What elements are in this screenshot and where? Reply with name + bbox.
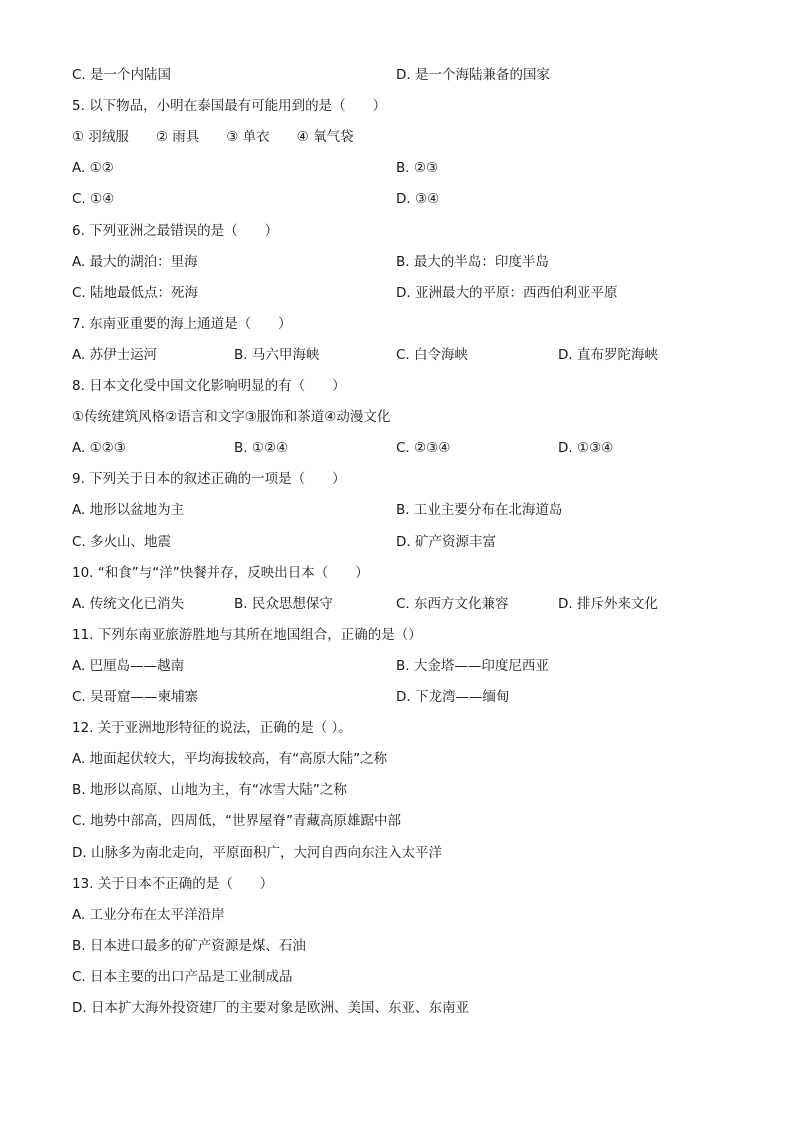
- option-text: A. ①②: [72, 160, 114, 177]
- question-text: C. 日本主要的出口产品是工业制成品: [72, 968, 293, 985]
- option-text: B. 马六甲海峡: [234, 346, 320, 363]
- option-text: A. 地形以盆地为主: [72, 502, 185, 519]
- option-row: [72, 251, 722, 273]
- question-line: [72, 624, 722, 646]
- option-row: [72, 282, 722, 304]
- option-row: [72, 64, 722, 86]
- question-line: [72, 966, 722, 988]
- option-text: D. 矿产资源丰富: [396, 533, 496, 550]
- option-text: B. 大金塔——印度尼西亚: [396, 657, 549, 674]
- question-text: ① 羽绒服 ② 雨具 ③ 单衣 ④ 氧气袋: [72, 129, 354, 146]
- option-text: D. 下龙湾——缅甸: [396, 689, 510, 705]
- question-text: A. 地面起伏较大，平均海拔较高，有“高原大陆”之称: [72, 751, 388, 768]
- question-text: 10. “和食”与“洋”快餐并存，反映出日本（ ）: [72, 564, 369, 581]
- option-text: B. ②③: [396, 160, 439, 177]
- option-text: C. 多火山、地震: [72, 533, 172, 550]
- option-text: D. 亚洲最大的平原：西西伯利亚平原: [396, 284, 618, 301]
- question-line: [72, 904, 722, 926]
- option-text: C. 吴哥窟——柬埔寨: [72, 689, 199, 705]
- option-row: [72, 437, 722, 459]
- option-row: [72, 593, 722, 615]
- question-line: [72, 810, 722, 832]
- question-text: 7. 东南亚重要的海上通道是（ ）: [72, 315, 292, 332]
- question-line: [72, 95, 722, 117]
- option-text: C. 东西方文化兼容: [396, 595, 509, 612]
- option-row: [72, 344, 722, 366]
- question-line: [72, 873, 722, 895]
- option-text: C. 白令海峡: [396, 346, 469, 363]
- option-text: D. ③④: [396, 191, 440, 208]
- question-line: [72, 220, 722, 242]
- question-line: [72, 842, 722, 864]
- question-line: [72, 935, 722, 957]
- question-text: D. 山脉多为南北走向，平原面积广，大河自西向东注入太平洋: [72, 844, 442, 861]
- question-line: [72, 126, 722, 148]
- option-text: B. 最大的半岛：印度半岛: [396, 253, 549, 270]
- option-text: C. ①④: [72, 191, 115, 208]
- option-row: [72, 499, 722, 521]
- option-text: A. 最大的湖泊：里海: [72, 253, 198, 270]
- option-text: D. ①③④: [558, 440, 614, 457]
- question-line: [72, 779, 722, 801]
- question-text: A. 工业分布在太平洋沿岸: [72, 906, 225, 923]
- question-text: 8. 日本文化受中国文化影响明显的有（ ）: [72, 378, 346, 394]
- option-text: C. 陆地最低点：死海: [72, 284, 199, 301]
- option-row: [72, 157, 722, 179]
- question-text: ①传统建筑风格②语言和文字③服饰和茶道④动漫文化: [72, 409, 391, 426]
- option-row: [72, 655, 722, 677]
- question-line: [72, 717, 722, 739]
- option-text: A. 巴厘岛——越南: [72, 657, 185, 674]
- option-text: C. 是一个内陆国: [72, 67, 172, 83]
- question-text: 9. 下列关于日本的叙述正确的一项是（ ）: [72, 471, 346, 488]
- question-line: [72, 375, 722, 397]
- option-text: D. 是一个海陆兼备的国家: [396, 67, 550, 83]
- question-text: 12. 关于亚洲地形特征的说法，正确的是（ ）。: [72, 720, 352, 737]
- question-text: 11. 下列东南亚旅游胜地与其所在地国组合，正确的是（）: [72, 626, 422, 643]
- question-text: 13. 关于日本不正确的是（ ）: [72, 875, 274, 892]
- option-text: A. 苏伊士运河: [72, 346, 158, 363]
- question-text: B. 地形以高原、山地为主，有“冰雪大陆”之称: [72, 782, 347, 799]
- question-text: C. 地势中部高，四周低，“世界屋脊”青藏高原雄踞中部: [72, 813, 401, 830]
- option-text: D. 排斥外来文化: [558, 595, 658, 612]
- option-row: [72, 531, 722, 553]
- question-line: [72, 748, 722, 770]
- option-text: A. ①②③: [72, 440, 126, 457]
- question-line: [72, 562, 722, 584]
- option-text: B. ①②④: [234, 440, 289, 457]
- option-text: C. ②③④: [396, 440, 451, 457]
- option-text: D. 直布罗陀海峡: [558, 346, 658, 363]
- question-text: B. 日本进口最多的矿产资源是煤、石油: [72, 937, 306, 954]
- question-text: 6. 下列亚洲之最错误的是（ ）: [72, 222, 279, 239]
- question-line: [72, 468, 722, 490]
- option-row: [72, 686, 722, 708]
- question-line: [72, 313, 722, 335]
- question-text: D. 日本扩大海外投资建厂的主要对象是欧洲、美国、东亚、东南亚: [72, 1000, 469, 1016]
- question-text: 5. 以下物品，小明在泰国最有可能用到的是（ ）: [72, 98, 387, 115]
- option-text: A. 传统文化已消失: [72, 595, 185, 612]
- question-line: [72, 406, 722, 428]
- option-text: B. 工业主要分布在北海道岛: [396, 502, 563, 519]
- question-line: [72, 997, 722, 1019]
- option-text: B. 民众思想保守: [234, 595, 333, 612]
- option-row: [72, 188, 722, 210]
